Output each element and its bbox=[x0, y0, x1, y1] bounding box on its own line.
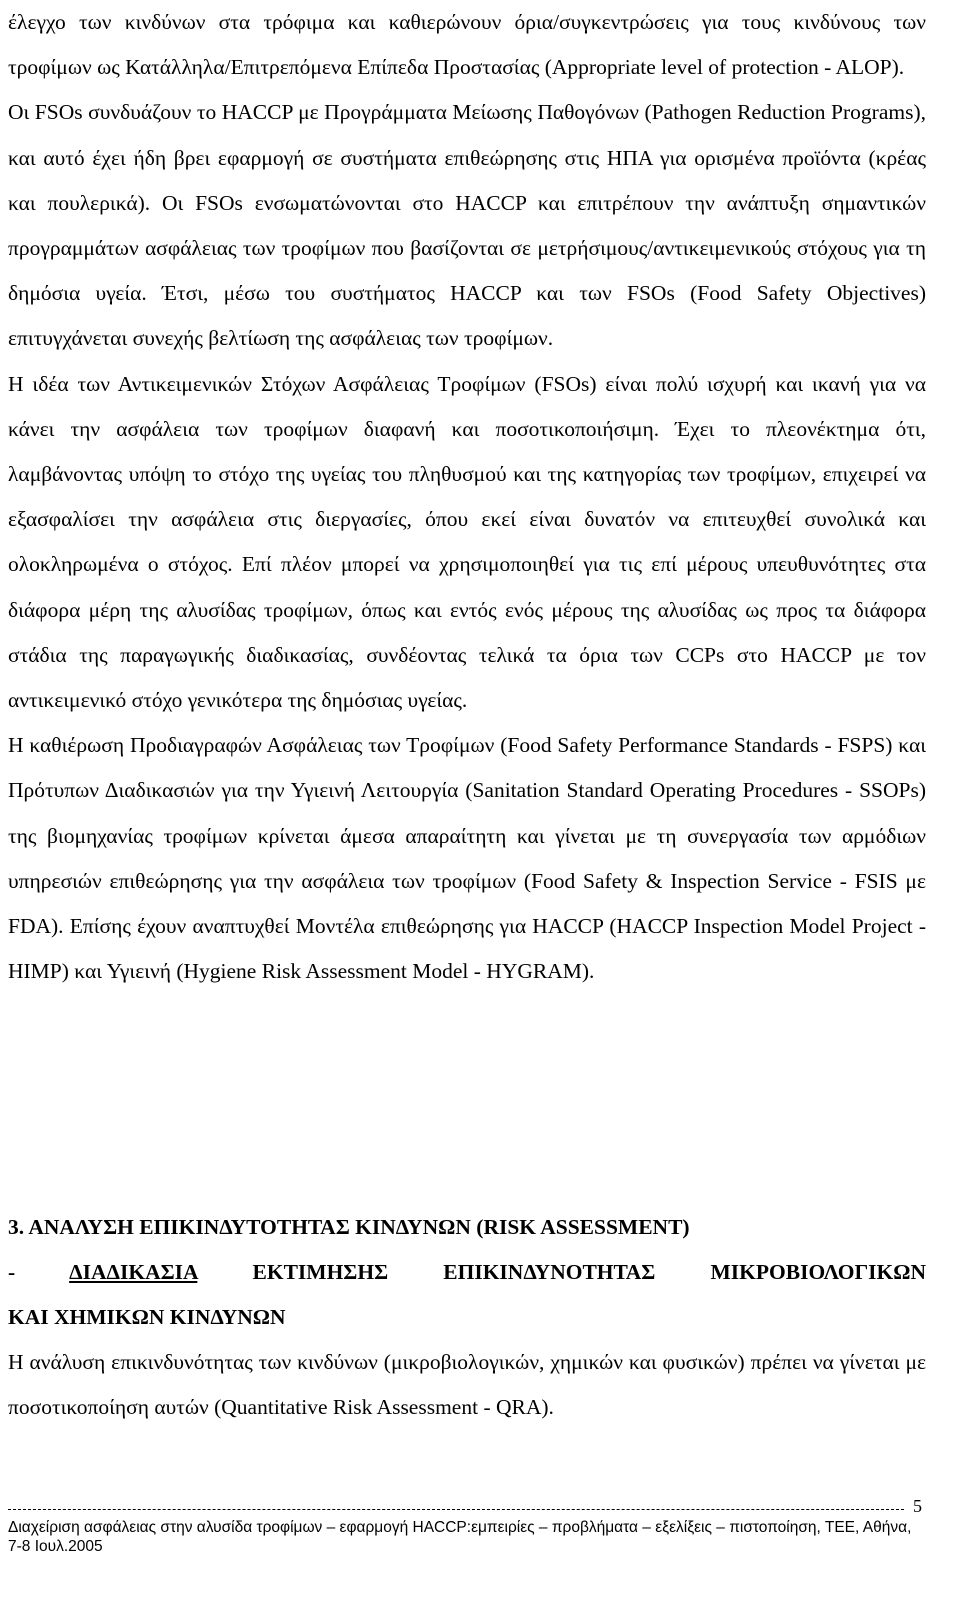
page-footer bbox=[8, 1498, 926, 1556]
paragraph-qra: Η ανάλυση επικινδυνότητας των κινδύνων (μικροβιολογικών, χημικών και φυσικών) πρέπει να γίνεται με ποσοτικοποίηση αυτών (Quantitative Risk Assessment - QRA). bbox=[8, 1350, 926, 1420]
heading-line-2-rest: ΕΚΤΙΜΗΣΗΣ ΕΠΙΚΙΝΔΥΝΟΤΗΤΑΣ ΜΙΚΡΟΒΙΟΛΟΓΙΚΩΝ bbox=[197, 1260, 926, 1285]
footer-dashed-rule bbox=[8, 1509, 904, 1510]
main-text bbox=[8, 0, 926, 994]
footer-caption: Διαχείριση ασφάλειας στην αλυσίδα τροφίμων – εφαρμογή HACCP:εμπειρίες – προβλήματα – εξελίξεις – πιστοποίηση, ΤΕΕ, Αθήνα, 7-8 Ιουλ.2005 bbox=[8, 1519, 912, 1555]
section-heading-line-3: ΚΑΙ ΧΗΜΙΚΩΝ ΚΙΝΔΥΝΩΝ bbox=[8, 1305, 286, 1330]
paragraph-alop: έλεγχο των κινδύνων στα τρόφιμα και καθιερώνουν όρια/συγκεντρώσεις για τους κινδύνους των τροφίμων ως Κατάλληλα/Επιτρεπόμενα Επίπεδα Προστασίας (Appropriate level of protection - ALOP). bbox=[8, 10, 926, 80]
section-heading-line-2 bbox=[8, 1250, 926, 1295]
paragraph-fsos-haccp: Οι FSOs συνδυάζουν το HACCP με Προγράμματα Μείωσης Παθογόνων (Pathogen Reduction Programs), και αυτό έχει ήδη βρει εφαρμογή σε συστήματα επιθεώρησης στις ΗΠΑ για ορισμένα προϊόντα (κρέας και πουλερικά). Οι FSOs ενσωματώνονται στο HACCP και επιτρέπουν την ανάπτυξη σημαντικών προγραμμάτων ασφάλειας των τροφίμων που βασίζονται σε μετρήσιμους/αντικειμενικούς στόχους για τη δημόσια υγεία. Έτσι, μέσω του συστήματος HACCP και των FSOs (Food Safety Objectives) επιτυγχάνεται συνεχής βελτίωση της ασφάλειας των τροφίμων. bbox=[8, 100, 926, 351]
section-body bbox=[8, 1340, 926, 1430]
page-number: 5 bbox=[913, 1496, 922, 1516]
heading-dash: - bbox=[8, 1260, 70, 1285]
heading-underlined-word: ΔΙΑΔΙΚΑΣΙΑ bbox=[69, 1260, 198, 1285]
paragraph-fsps-ssops: Η καθιέρωση Προδιαγραφών Ασφάλειας των Τροφίμων (Food Safety Performance Standards - FSPS) και Πρότυπων Διαδικασιών για την Υγιεινή Λειτουργία (Sanitation Standard Operating Procedures - SSOPs) της βιομηχανίας τροφίμων κρίνεται άμεσα απαραίτητη και γίνεται με τη συνεργασία των αρμόδιων υπηρεσιών επιθεώρησης για την ασφάλεια των τροφίμων (Food Safety & Inspection Service - FSIS με FDA). Επίσης έχουν αναπτυχθεί Μοντέλα επιθεώρησης για HACCP (HACCP Inspection Model Project - HIMP) και Υγιεινή (Hygiene Risk Assessment Model - HYGRAM). bbox=[8, 733, 926, 984]
footer-rule-row bbox=[8, 1498, 926, 1518]
section-heading bbox=[8, 1205, 926, 1341]
section-heading-line-1: 3. ΑΝΑΛΥΣΗ ΕΠΙΚΙΝΔΥΤΟΤΗΤΑΣ ΚΙΝΔΥΝΩΝ (RISK ASSESSMENT) bbox=[8, 1215, 690, 1239]
paragraph-fsos-idea: Η ιδέα των Αντικειμενικών Στόχων Ασφάλειας Τροφίμων (FSOs) είναι πολύ ισχυρή και ικανή για να κάνει την ασφάλεια των τροφίμων διαφανή και ποσοτικοποιήσιμη. Έχει το πλεονέκτημα ότι, λαμβάνοντας υπόψη το στόχο της υγείας του πληθυσμού και της κατηγορίας των τροφίμων, επιχειρεί να εξασφαλίσει την ασφάλεια στις διεργασίες, όπου εκεί είναι δυνατόν να επιτευχθεί συνολικά και ολοκληρωμένα ο στόχος. Επί πλέον μπορεί να χρησιμοποιηθεί για τις επί μέρους υπευθυνότητες στα διάφορα μέρη της αλυσίδας τροφίμων, όπως και εντός ενός μέρους της αλυσίδας ως προς τα διάφορα στάδια της παραγωγικής διαδικασίας, συνδέοντας τελικά τα όρια των CCPs στο HACCP με τον αντικειμενικό στόχο γενικότερα της δημόσιας υγείας. bbox=[8, 371, 926, 713]
